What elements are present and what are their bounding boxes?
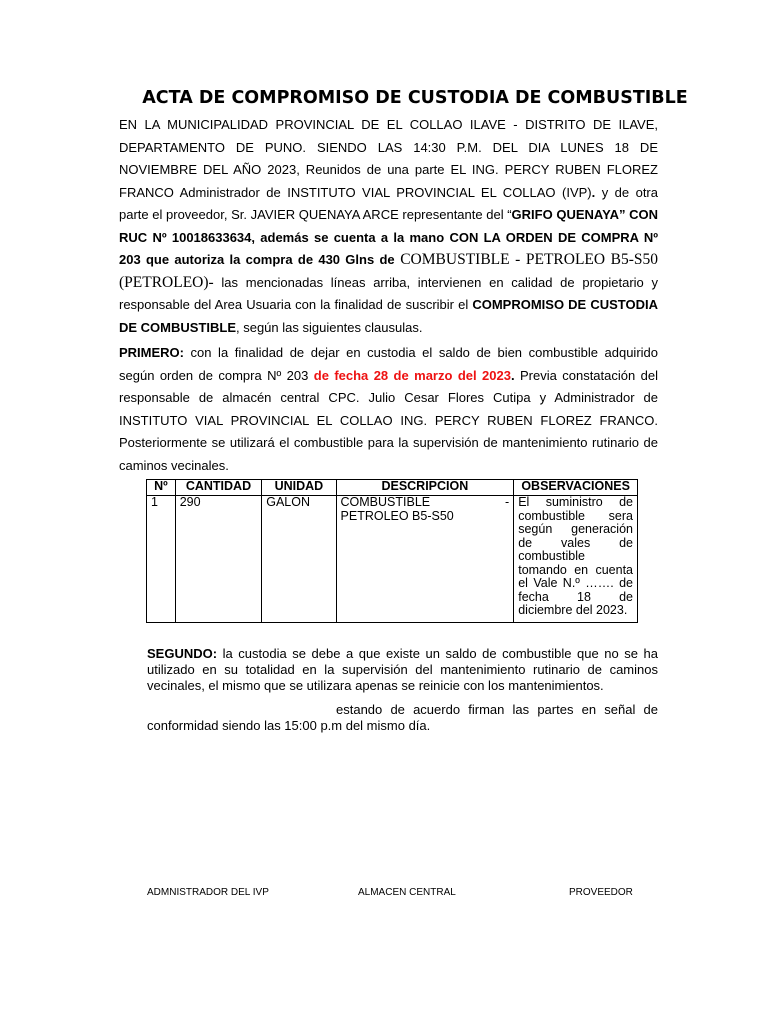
cell-cantidad: 290 <box>175 496 261 623</box>
segundo-label: SEGUNDO: <box>147 646 218 661</box>
descripcion-line-1: COMBUSTIBLE <box>340 495 431 509</box>
primero-paragraph <box>119 342 658 477</box>
intro-text-1: EN LA MUNICIPALIDAD PROVINCIAL DE EL COLLAO ILAVE - DISTRITO DE ILAVE, DEPARTAMENTO DE PUNO. SIENDO LAS 14:30 P.M. DEL DIA LUNES 18 DE NOVIEMBRE DEL AÑO 2023, Reunidos de una parte EL ING. PERCY RUBEN FLOREZ FRANCO Administrador de INSTITUTO VIAL PROVINCIAL EL COLLAO (IVP) <box>119 117 658 200</box>
intro-text-2: . <box>591 184 596 200</box>
primero-date: de fecha 28 de marzo del 2023 <box>313 367 511 383</box>
document-title: ACTA DE COMPROMISO DE CUSTODIA DE COMBUSTIBLE <box>142 88 688 108</box>
table-row <box>147 496 638 623</box>
signature-proveedor: PROVEEDOR <box>569 887 633 898</box>
segundo-text: la custodia se debe a que existe un saldo de combustible que no se ha utilizado en su totalidad en la supervisión del mantenimiento rutinario de caminos vecinales, el mismo que se utilizara apenas se reinicie con los mantenimientos. <box>147 646 658 693</box>
cell-descripcion <box>336 496 514 623</box>
descripcion-dash: - <box>505 495 510 509</box>
descripcion-line-2: PETROLEO B5-S50 <box>340 508 454 523</box>
primero-text-2: Previa constatación del responsable de almacén central CPC. Julio Cesar Flores Cutipa y Administrador de INSTITUTO VIAL PROVINCIAL EL COLLAO ING. PERCY RUBEN FLOREZ FRANCO. Posteriormente se utilizará el combustible para la supervisión de mantenimiento rutinario de caminos vecinales. <box>119 367 658 473</box>
descripcion-wrap <box>341 496 510 510</box>
cell-observaciones: El suministro de combustible sera según generación de vales de combustible tomando en cuenta el Vale N.º ……. de fecha 18 de diciembre del 2023. <box>514 496 638 623</box>
closing-text: estando de acuerdo firman las partes en señal de conformidad siendo las 15:00 p.m del mismo día. <box>147 702 658 733</box>
cell-num: 1 <box>147 496 176 623</box>
items-table <box>146 479 638 623</box>
intro-text-7: COMPROMISO DE CUSTODIA DE COMBUSTIBLE <box>119 297 658 335</box>
segundo-paragraph <box>147 646 658 694</box>
header-observaciones: OBSERVACIONES <box>514 480 638 496</box>
header-descripcion: DESCRIPCION <box>336 480 514 496</box>
primero-label: PRIMERO: <box>119 345 184 360</box>
signature-almacen: ALMACEN CENTRAL <box>358 887 456 898</box>
intro-text-5: COMBUSTIBLE - PETROLEO B5-S50 (PETROLEO)- <box>119 251 658 291</box>
header-num: Nº <box>147 480 176 496</box>
closing-paragraph <box>147 702 658 734</box>
signature-administrador: ADMNISTRADOR DEL IVP <box>147 887 269 898</box>
header-unidad: UNIDAD <box>262 480 336 496</box>
primero-text-1: con la finalidad de dejar en custodia el saldo de bien combustible adquirido según orden de compra Nº 203 <box>119 345 658 383</box>
intro-text-6: las mencionadas líneas arriba, intervienen en calidad de propietario y responsable del Area Usuaria con la finalidad de suscribir el <box>119 274 658 312</box>
header-cantidad: CANTIDAD <box>175 480 261 496</box>
intro-text-8: , según las siguientes clausulas. <box>236 319 423 335</box>
cell-unidad: GALON <box>262 496 336 623</box>
intro-paragraph <box>119 114 658 339</box>
primero-dot: . <box>510 367 515 383</box>
intro-text-3: y de otra parte el proveedor, Sr. JAVIER QUENAYA ARCE representante del “ <box>119 184 658 222</box>
table-header-row <box>147 480 638 496</box>
intro-text-4: GRIFO QUENAYA” CON RUC Nº 10018633634, además se cuenta a la mano CON LA ORDEN DE COMPRA Nº 203 que autoriza la compra de 430 Glns de <box>119 207 658 267</box>
